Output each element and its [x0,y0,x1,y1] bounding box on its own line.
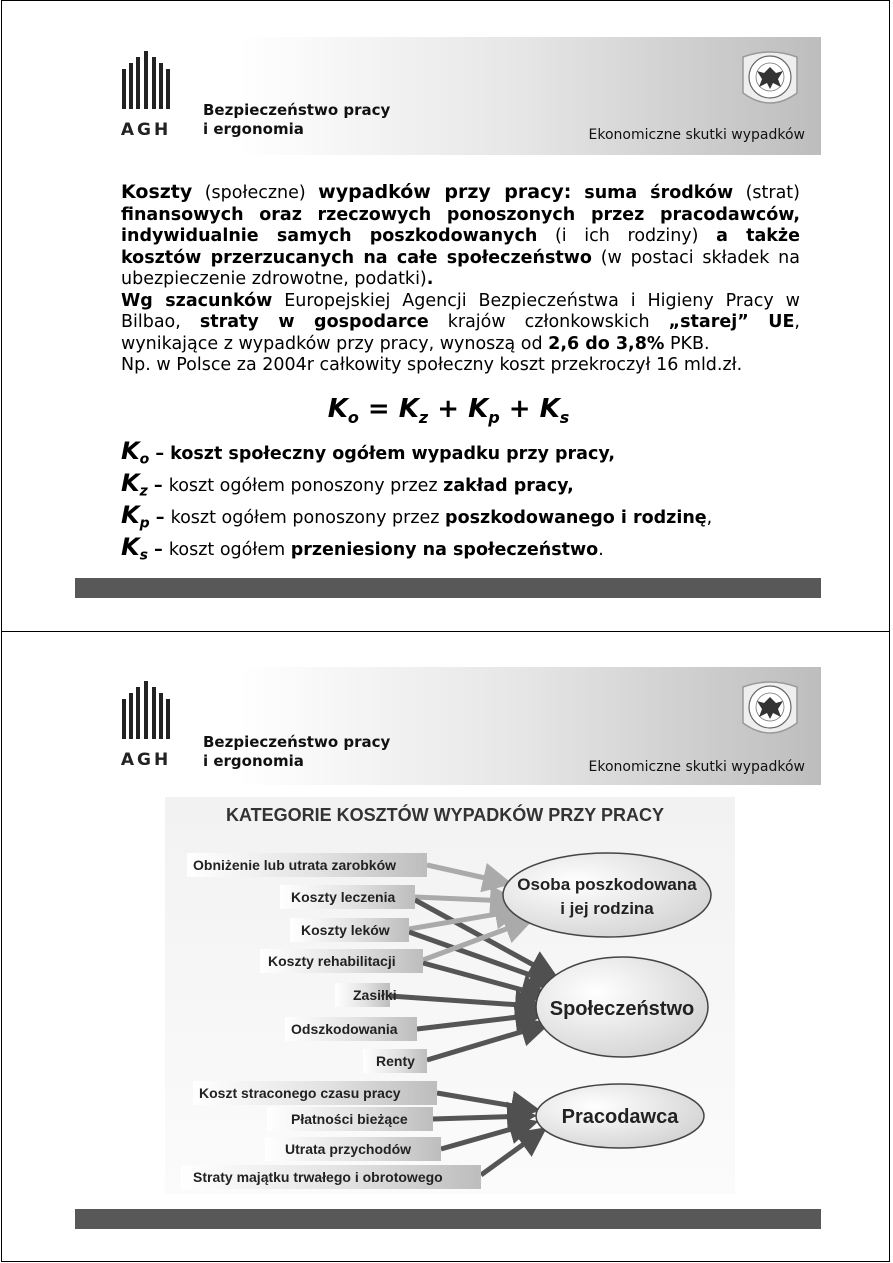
def-sub: z [139,483,148,500]
cost-formula [2,394,893,427]
subject-line-1: Bezpieczeństwo pracy [203,101,391,119]
def-sub: o [139,451,150,468]
text-span: suma środków [571,183,734,203]
category-label: Straty majątku trwałego i obrotowego [193,1169,443,1185]
text-span: „starej” UE [668,312,795,332]
formula-kz: K [398,394,419,424]
def-end: , [567,476,574,496]
def-end: . [598,540,604,560]
def-dash: – [149,444,171,464]
def-symbol: K [121,533,140,561]
def-bold: koszt społeczny ogółem wypadku przy pracy [170,444,609,464]
formula-plus: + [499,394,540,424]
category-label: Renty [376,1053,415,1069]
category-label: Płatności bieżące [291,1111,408,1127]
text-span: (i ich rodziny) [537,226,717,246]
logo-text: AGH [120,750,172,770]
category-label: Zasiłki [353,987,397,1003]
formula-eq: = [358,394,399,424]
def-sub: s [139,547,148,564]
target-employer: Pracodawca [561,1106,679,1128]
def-end: , [608,444,616,464]
def-dash: – [149,508,171,528]
formula-ks: K [539,394,560,424]
agh-logo-icon [120,51,172,141]
arrow-platnosci-employer [433,1116,527,1119]
def-plain: koszt ogółem [168,540,291,560]
subject-line-1: Bezpieczeństwo pracy [203,733,391,751]
text-span: (w postaci składek na ubezpieczenie zdrowotne, podatki) [121,247,800,289]
slide-1 [1,0,890,632]
subject-title [203,101,390,139]
ministry-emblem-icon [737,679,803,741]
text-span: PKB. [664,333,710,354]
formula-sub: s [559,408,570,428]
paragraph-poland: Np. w Polsce za 2004r całkowity społeczny koszt przekroczył 16 mld.zł. [121,355,743,375]
text-block [121,182,800,377]
formula-sub: z [418,408,429,428]
subject-line-2: i ergonomia [203,120,304,138]
formula-ko: K [327,394,348,424]
term-koszty: Koszty [121,181,193,203]
subject-line-2: i ergonomia [203,752,304,770]
def-bold: poszkodowanego i rodzinę [445,508,707,528]
def-sub: p [139,515,150,532]
ministry-emblem-icon [737,49,803,111]
def-end: , [706,508,713,528]
text-span: straty w gospodarce [199,312,429,332]
formula-kp: K [468,394,489,424]
text-span: (społeczne) [192,183,319,203]
def-dash: – [147,476,169,496]
logo-text: AGH [120,120,172,140]
subject-title [203,733,390,771]
category-label: Koszty leczenia [291,889,396,905]
diagram-title: KATEGORIE KOSZTÓW WYPADKÓW PRZY PRACY [225,805,665,825]
target-victim-line2: i jej rodzina [560,899,654,918]
definition-ks [121,531,821,563]
definitions-list [121,435,821,563]
def-dash: – [147,540,169,560]
text-span: a także kosztów przerzucanych na całe społeczeństwo [121,226,800,268]
def-bold: przeniesiony na społeczeństwo [290,540,599,560]
def-plain: koszt ogółem ponoszony przez [170,508,446,528]
def-symbol: K [121,437,140,465]
slide-header [75,37,821,155]
text-span: Europejskiej Agencji Bezpieczeństwa i Higieny Pracy w Bilbao, [121,290,800,332]
category-label: Odszkodowania [291,1021,398,1037]
text-span: , wynikające z wypadków przy pracy, wynoszą od [121,312,800,354]
target-society: Społeczeństwo [549,998,695,1020]
section-title: Ekonomiczne skutki wypadków [588,759,805,775]
category-label: Koszt straconego czasu pracy [199,1085,401,1101]
definition-kp [121,499,821,531]
category-label: Koszty rehabilitacji [268,953,396,969]
category-label: Obniżenie lub utrata zarobków [193,857,397,873]
formula-sub: p [488,408,500,428]
text-span: Wg szacunków [121,290,273,311]
definition-ko [121,435,821,467]
text-span: . [426,269,434,289]
def-plain: koszt ogółem ponoszony przez [168,476,444,496]
formula-plus: + [428,394,469,424]
target-victim-line1: Osoba poszkodowana [517,875,697,894]
definition-kz [121,467,821,499]
cost-categories-diagram [165,797,735,1194]
category-label: Koszty leków [301,922,390,938]
text-span: 2,6 do 3,8% [548,333,665,354]
section-title: Ekonomiczne skutki wypadków [588,127,805,143]
target-victim-ellipse [503,853,711,937]
text-span: finansowych oraz rzeczowych ponoszonych przez pracodawców, indywidualnie samych poszkodowanych [121,204,800,246]
def-bold: zakład pracy [443,476,568,496]
def-symbol: K [121,469,140,497]
paragraph-estimates [121,291,800,356]
slide-footer-bar [75,578,821,598]
agh-logo-icon [120,681,172,771]
term-wypadkow: wypadków przy pracy: [318,181,572,203]
text-span: krajów członkowskich [428,312,669,332]
category-label: Utrata przychodów [285,1141,412,1157]
def-symbol: K [121,501,140,529]
formula-sub: o [347,408,359,428]
slide-header [75,667,821,785]
slide-footer-bar [75,1209,821,1229]
text-span: (strat) [733,183,800,203]
paragraph-costs [121,182,800,291]
